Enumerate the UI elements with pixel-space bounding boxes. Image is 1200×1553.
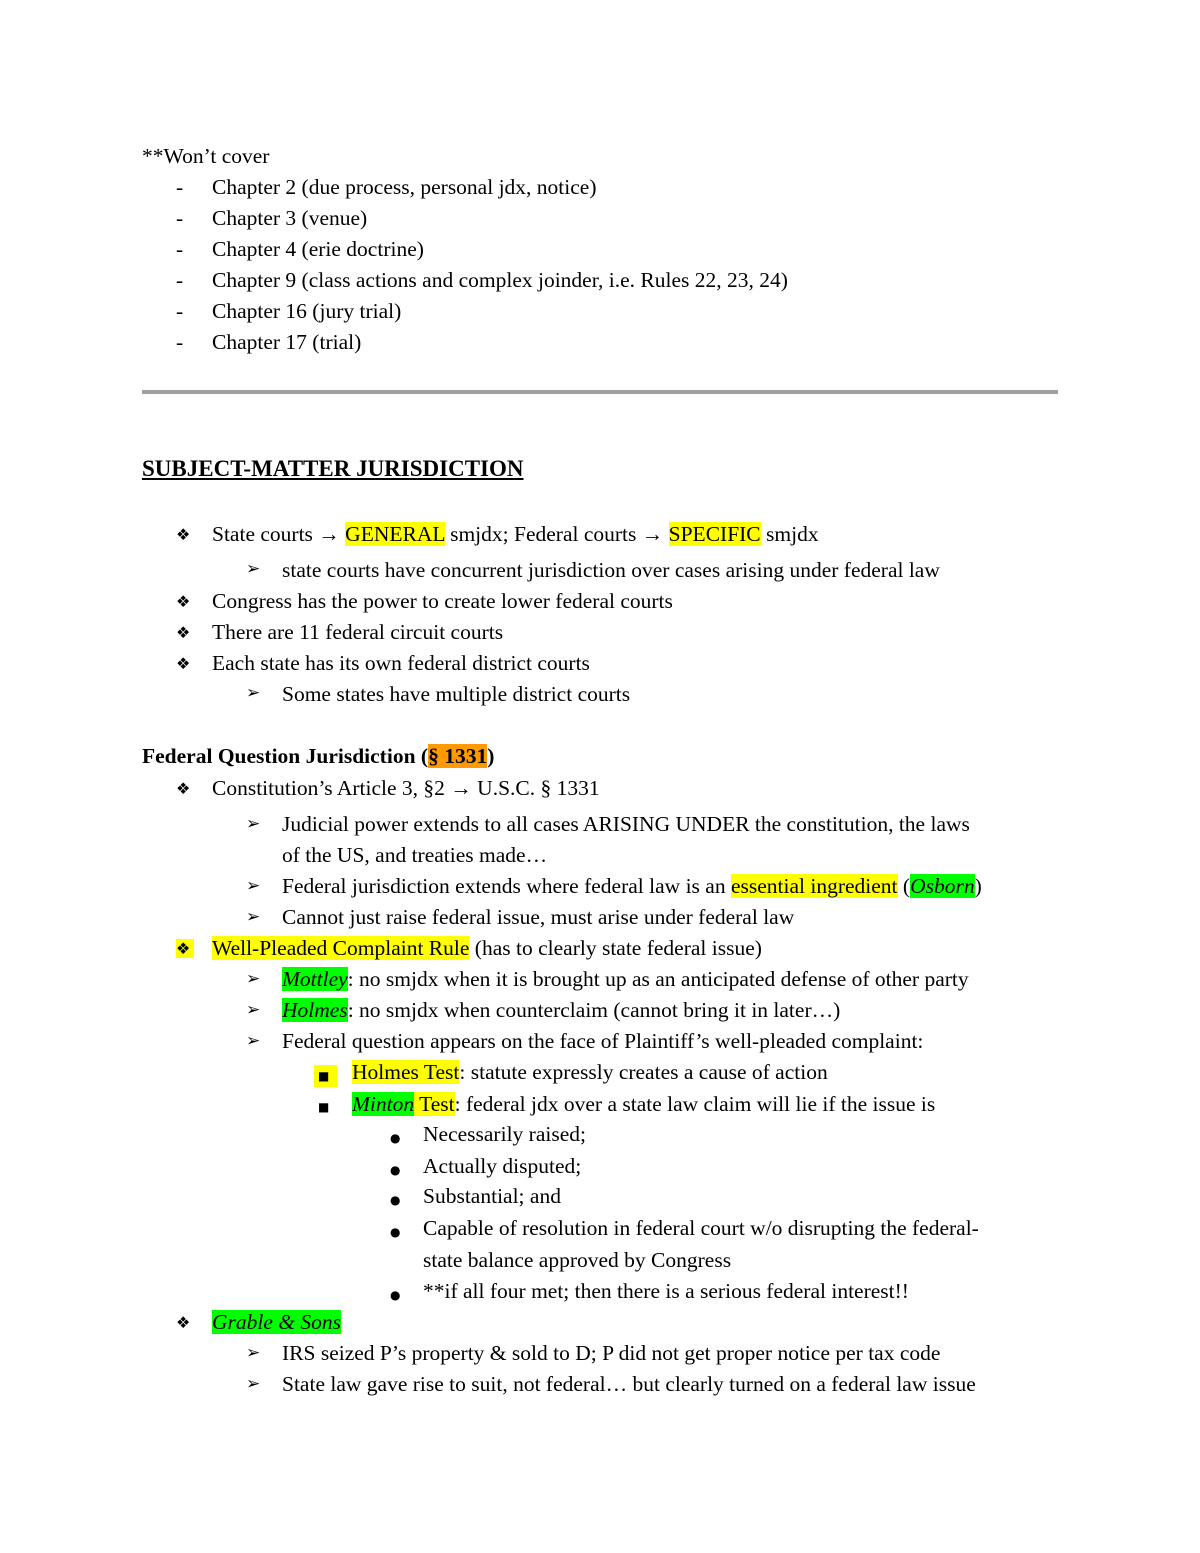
list-item: -: [176, 175, 184, 199]
list-item-text: Chapter 16 (jury trial): [212, 299, 402, 323]
sub-bullet-text: : no smjdx when it is brought up as an anticipated defense of other party: [347, 967, 969, 991]
highlight-minton-test: Test: [414, 1092, 455, 1116]
subsection-title: [142, 741, 494, 771]
sub-bullet-text: ): [974, 874, 982, 898]
list-item: -: [176, 299, 184, 323]
case-name-osborn: Osborn: [910, 874, 975, 898]
highlight-well-pleaded-complaint: Well-Pleaded Complaint Rule: [212, 936, 470, 960]
case-name-mottley: Mottley: [282, 967, 348, 991]
case-name-grable: Grable & Sons: [212, 1310, 341, 1334]
arrow-bullet-icon: ➢: [246, 559, 261, 579]
bullet-text: State courts →: [212, 522, 346, 546]
bullet-text: (has to clearly state federal issue): [469, 936, 762, 960]
bullet-text: Each state has its own federal district courts: [212, 651, 590, 675]
list-item-text: Substantial; and: [423, 1184, 561, 1208]
sub-bullet-text: : no smjdx when counterclaim (cannot bring it in later…): [347, 998, 841, 1022]
case-name-holmes: Holmes: [282, 998, 348, 1022]
case-name-minton: Minton: [352, 1092, 415, 1116]
bullet-text: smjdx; Federal courts →: [444, 522, 669, 546]
list-item-text: Chapter 9 (class actions and complex joinder, i.e. Rules 22, 23, 24): [212, 268, 788, 292]
list-item: -: [176, 237, 184, 261]
dot-bullet-icon: ●: [390, 1131, 401, 1145]
diamond-bullet-icon: ❖: [176, 623, 191, 642]
dot-bullet-icon: ●: [390, 1288, 401, 1302]
sub-bullet-text: of the US, and treaties made…: [282, 843, 548, 867]
sub-bullet-text: Federal question appears on the face of Plaintiff’s well-pleaded complaint:: [282, 1029, 924, 1053]
sub-bullet-text: state courts have concurrent jurisdiction over cases arising under federal law: [282, 558, 940, 582]
highlight-essential-ingredient: essential ingredient: [730, 874, 898, 898]
list-item-text: Chapter 4 (erie doctrine): [212, 237, 424, 261]
bullet-item: [212, 1307, 341, 1337]
highlight-specific: SPECIFIC: [668, 522, 761, 546]
sub-bullet-item: [282, 995, 840, 1025]
sub-sub-bullet-item: [352, 1089, 935, 1119]
diamond-bullet-icon: ❖: [176, 592, 191, 611]
arrow-bullet-icon: ➢: [246, 876, 261, 896]
arrow-bullet-icon: ➢: [246, 1343, 261, 1363]
subsection-title-text: Federal Question Jurisdiction (: [142, 744, 429, 768]
highlight-1331: § 1331: [428, 744, 488, 768]
wont-cover-heading: **Won’t cover: [142, 144, 270, 168]
bullet-text: Constitution’s Article 3, §2 → U.S.C. § 1331: [212, 776, 600, 800]
arrow-bullet-icon: ➢: [246, 814, 261, 834]
sub-sub-bullet-text: : federal jdx over a state law claim will lie if the issue is: [454, 1092, 936, 1116]
square-bullet-icon: ■: [318, 1100, 330, 1114]
bullet-item: [212, 519, 819, 549]
diamond-bullet-icon: ❖: [176, 525, 191, 544]
sub-bullet-text: Some states have multiple district courts: [282, 682, 631, 706]
list-item: -: [176, 206, 184, 230]
arrow-bullet-icon: ➢: [246, 1031, 261, 1051]
list-item: -: [176, 330, 184, 354]
horizontal-divider: [142, 390, 1058, 394]
subsection-title-text: ): [487, 744, 495, 768]
dot-bullet-icon: ●: [390, 1193, 401, 1207]
sub-bullet-text: Cannot just raise federal issue, must arise under federal law: [282, 905, 795, 929]
sub-bullet-item: [282, 871, 982, 901]
list-item-text: Chapter 2 (due process, personal jdx, notice): [212, 175, 597, 199]
highlight-holmes-test: Holmes Test: [352, 1060, 460, 1084]
highlight-general: GENERAL: [345, 522, 445, 546]
bullet-text: Congress has the power to create lower federal courts: [212, 589, 673, 613]
bullet-text: There are 11 federal circuit courts: [212, 620, 504, 644]
list-item-text: state balance approved by Congress: [423, 1248, 732, 1272]
arrow-bullet-icon: ➢: [246, 1000, 261, 1020]
sub-bullet-item: [282, 964, 969, 994]
sub-bullet-text: IRS seized P’s property & sold to D; P did not get proper notice per tax code: [282, 1341, 941, 1365]
dot-bullet-icon: ●: [390, 1225, 401, 1239]
diamond-bullet-icon: ❖: [176, 1313, 191, 1332]
arrow-bullet-icon: ➢: [246, 969, 261, 989]
bullet-text: smjdx: [760, 522, 819, 546]
diamond-bullet-icon: ❖: [176, 779, 191, 798]
arrow-bullet-icon: ➢: [246, 907, 261, 927]
diamond-bullet-icon: ❖: [176, 939, 194, 958]
list-item: -: [176, 268, 184, 292]
list-item-text: Chapter 3 (venue): [212, 206, 368, 230]
list-item-text: Chapter 17 (trial): [212, 330, 362, 354]
square-bullet-icon: ■: [314, 1065, 337, 1087]
sub-sub-bullet-text: : statute expressly creates a cause of action: [459, 1060, 828, 1084]
diamond-bullet-icon: ❖: [176, 654, 191, 673]
bullet-item: [212, 933, 762, 963]
list-item-text: Capable of resolution in federal court w/o disrupting the federal-: [423, 1216, 979, 1240]
sub-bullet-text: Judicial power extends to all cases ARISING UNDER the constitution, the laws: [282, 812, 970, 836]
list-item-text: Actually disputed;: [423, 1154, 582, 1178]
list-item-text: Necessarily raised;: [423, 1122, 586, 1146]
sub-sub-bullet-item: [352, 1057, 828, 1087]
arrow-bullet-icon: ➢: [246, 1374, 261, 1394]
section-title: SUBJECT-MATTER JURISDICTION: [142, 456, 524, 481]
dot-bullet-icon: ●: [390, 1163, 401, 1177]
list-item-text: **if all four met; then there is a serious federal interest!!: [423, 1279, 909, 1303]
sub-bullet-text: State law gave rise to suit, not federal… but clearly turned on a federal law issue: [282, 1372, 976, 1396]
sub-bullet-text: Federal jurisdiction extends where federal law is an: [282, 874, 731, 898]
arrow-bullet-icon: ➢: [246, 683, 261, 703]
sub-bullet-text: (: [897, 874, 911, 898]
